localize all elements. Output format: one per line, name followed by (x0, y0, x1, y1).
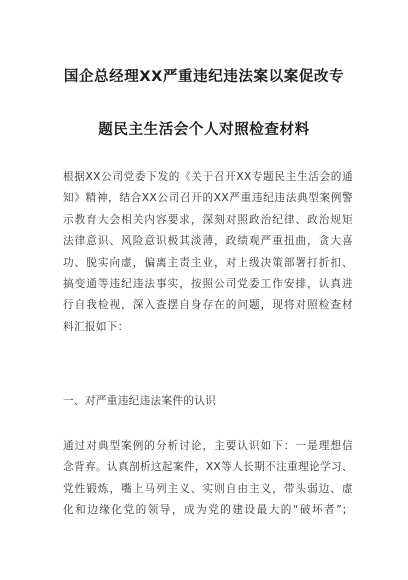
section-heading: 一、对严重违纪违法案件的认识 (63, 395, 217, 407)
document-title-line-1: 国企总经理XX严重违纪违法案以案促改专 (63, 69, 345, 85)
section-line: 通过对典型案例的分析讨论，主要认识如下：一是理想信 (63, 440, 353, 452)
section-line: 党性锻炼，嘴上马列主义、实则自由主义，带头弱边、虚 (63, 482, 353, 495)
section-line: 化和边缘化党的领导，成为党的建设最大的“破坏者”； (63, 504, 353, 517)
intro-line: 功、脱实向虚，偏离主责主业，对上级决策部署打折扣、 (63, 256, 353, 269)
intro-paragraph (63, 167, 353, 338)
section-line: 念背弃。认真剖析这起案件，XX等人长期不注重理论学习、 (63, 461, 353, 474)
intro-line: 料汇报如下： (63, 320, 129, 333)
intro-line: 搞变通等违纪违法事实，按照公司党委工作安排，认真进 (63, 277, 353, 290)
section-paragraph (63, 436, 353, 522)
document-title-line-2: 题民主生活会个人对照检查材料 (98, 122, 310, 138)
intro-line: 示教育大会相关内容要求，深刻对照政治纪律、政治规矩 (63, 213, 353, 226)
intro-line: 行自我检视，深入查摆自身存在的问题，现将对照检查材 (63, 299, 353, 312)
intro-line: 法律意识、风险意识极其淡薄，政绩观严重扭曲，贪大喜 (63, 235, 353, 248)
intro-line: 知》精神，结合XX公司召开的XX严重违纪违法典型案例警 (63, 192, 353, 205)
intro-line: 根据XX公司党委下发的《关于召开XX专题民主生活会的通 (63, 171, 353, 183)
